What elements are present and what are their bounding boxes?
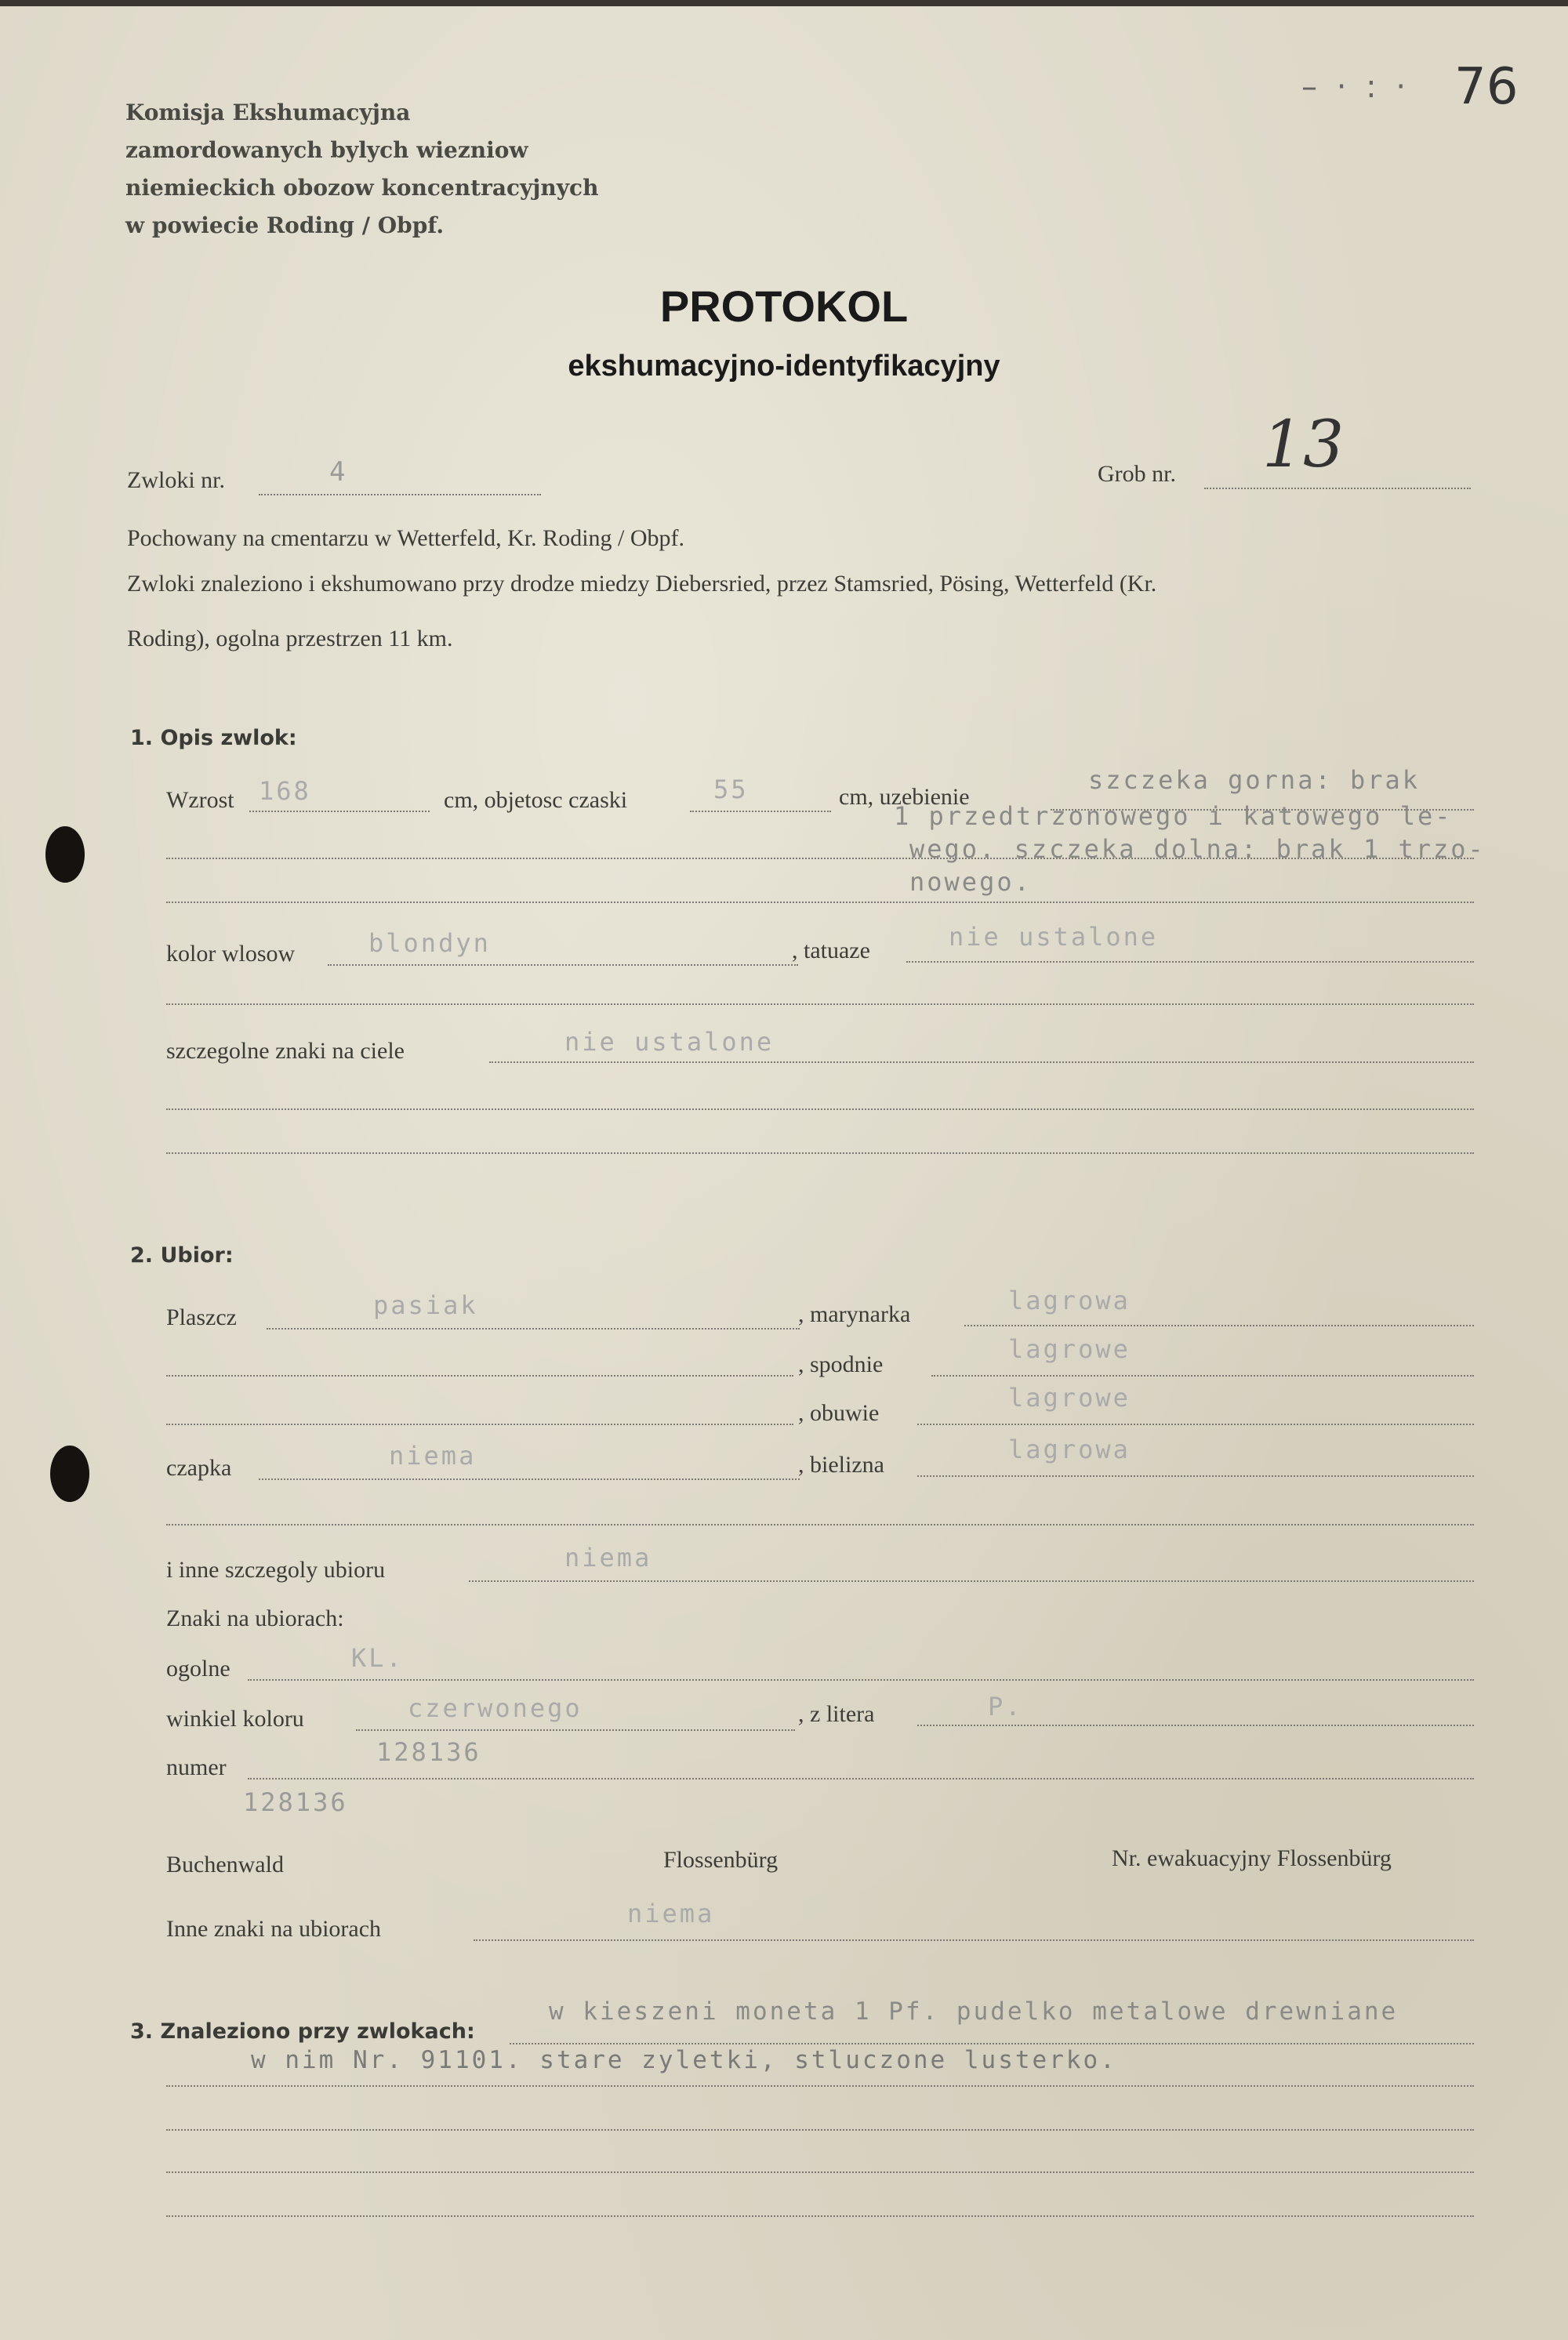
page-title: PROTOKOL — [659, 281, 909, 331]
znaki-value: nie ustalone — [564, 1027, 775, 1057]
spodnie-value: lagrowe — [1008, 1334, 1131, 1364]
znaki-ubior-label: Znaki na ubiorach: — [166, 1605, 344, 1631]
litera-label: , z litera — [798, 1701, 875, 1727]
winkiel-value: czerwonego — [408, 1693, 583, 1723]
numer-line — [248, 1778, 1474, 1779]
tatuaze-label: , tatuaze — [792, 938, 870, 963]
wlosy-label: kolor wlosow — [166, 941, 296, 967]
marynarka-line — [964, 1325, 1474, 1326]
ogolne-label: ogolne — [166, 1656, 230, 1682]
spodnie-line — [931, 1375, 1474, 1377]
znaki-label: szczegolne znaki na ciele — [166, 1038, 405, 1064]
grob-line — [1204, 488, 1471, 489]
bielizna-value: lagrowa — [1008, 1435, 1131, 1464]
winkiel-label: winkiel koloru — [166, 1706, 304, 1732]
inne-line — [469, 1580, 1474, 1582]
tatuaze-line — [906, 961, 1474, 963]
inne-znaki-label: Inne znaki na ubiorach — [166, 1916, 382, 1942]
org-line-3: niemieckich obozow koncentracyjnych — [125, 175, 599, 201]
page-subtitle: ekshumacyjno-identyfikacyjny — [568, 350, 1000, 383]
czaszka-label: cm, objetosc czaski — [444, 787, 628, 813]
intro-line-3: Roding), ogolna przestrzen 11 km. — [127, 626, 453, 651]
wzrost-label: Wzrost — [166, 787, 234, 813]
plaszcz-label: Plaszcz — [166, 1304, 237, 1330]
uzebienie-value-2: 1 przedtrzonowego i katowego le- — [894, 801, 1453, 831]
czapka-label: czapka — [166, 1455, 232, 1481]
czaszka-line — [690, 811, 831, 812]
inne-label: i inne szczegoly ubioru — [166, 1557, 386, 1583]
section-3-line-3 — [166, 2129, 1474, 2131]
page-marks: – · : · — [1301, 69, 1411, 105]
wlosy-line — [328, 964, 798, 966]
plaszcz-value: pasiak — [373, 1290, 478, 1320]
znaki-line — [489, 1061, 1474, 1063]
section-1-blank-line-2 — [166, 1108, 1474, 1110]
ewakuacyjny-label: Nr. ewakuacyjny Flossenbürg — [1112, 1845, 1392, 1871]
uzebienie-value-1: szczeka gorna: brak — [1088, 765, 1421, 795]
inne-znaki-value: niema — [627, 1899, 715, 1928]
section-3-line-5 — [166, 2215, 1474, 2217]
punch-hole-bottom — [50, 1446, 89, 1502]
obuwie-line — [917, 1424, 1474, 1425]
plaszcz-line — [267, 1328, 800, 1330]
grob-label: Grob nr. — [1098, 461, 1176, 487]
spodnie-left-line — [166, 1375, 793, 1377]
section-3-line-4 — [166, 2171, 1474, 2173]
grob-value: 13 — [1262, 408, 1345, 482]
bielizna-line — [917, 1475, 1474, 1477]
section-2-blank-line-1 — [166, 1524, 1474, 1526]
uzebienie-value-4: nowego. — [909, 867, 1032, 897]
czapka-line — [259, 1478, 800, 1480]
spodnie-label: , spodnie — [798, 1351, 884, 1377]
section-3-value-1: w kieszeni moneta 1 Pf. pudelko metalowe drewniane — [549, 1997, 1399, 2026]
zwloki-value: 4 — [329, 456, 346, 488]
buchenwald-label: Buchenwald — [166, 1852, 284, 1877]
numer-value: 128136 — [376, 1737, 481, 1767]
uzebienie-line-3 — [166, 902, 1474, 903]
inne-value: niema — [564, 1543, 652, 1573]
zwloki-label: Zwloki nr. — [127, 467, 225, 493]
uzebienie-label: cm, uzebienie — [839, 784, 970, 810]
section-1-blank-line-1 — [166, 1003, 1474, 1005]
bielizna-label: , bielizna — [798, 1452, 884, 1478]
section-1-heading: 1. Opis zwlok: — [130, 726, 297, 750]
marynarka-value: lagrowa — [1008, 1286, 1131, 1315]
tatuaze-value: nie ustalone — [949, 922, 1159, 952]
org-line-1: Komisja Ekshumacyjna — [125, 100, 411, 125]
wlosy-value: blondyn — [368, 928, 491, 958]
page-top-edge — [0, 0, 1568, 6]
section-1-blank-line-3 — [166, 1152, 1474, 1154]
zwloki-line — [259, 494, 541, 495]
obuwie-value: lagrowe — [1008, 1383, 1131, 1413]
winkiel-line — [356, 1729, 795, 1731]
section-3-line-1 — [510, 2043, 1474, 2044]
numer-label: numer — [166, 1754, 227, 1780]
ogolne-value: KL. — [351, 1643, 404, 1673]
litera-value: P. — [988, 1692, 1023, 1721]
ogolne-line — [248, 1679, 1474, 1681]
obuwie-left-line — [166, 1424, 793, 1425]
intro-line-1: Pochowany na cmentarzu w Wetterfeld, Kr. Roding / Obpf. — [127, 525, 685, 551]
punch-hole-top — [45, 826, 85, 883]
czaszka-value: 55 — [713, 775, 749, 804]
wzrost-line — [249, 811, 430, 812]
numer-value-2: 128136 — [243, 1787, 348, 1817]
section-2-heading: 2. Ubior: — [130, 1243, 234, 1268]
flossenburg-label: Flossenbürg — [663, 1847, 779, 1873]
org-line-2: zamordowanych bylych wiezniow — [125, 137, 528, 163]
section-3-value-2: w nim Nr. 91101. stare zyletki, stluczone lusterko. — [251, 2046, 1117, 2074]
obuwie-label: , obuwie — [798, 1400, 880, 1426]
page-number: 76 — [1454, 58, 1519, 116]
intro-line-2: Zwloki znaleziono i ekshumowano przy drodze miedzy Diebersried, przez Stamsried, Pösing, Wetterfeld (Kr. — [127, 571, 1157, 597]
wzrost-value: 168 — [259, 776, 311, 806]
section-3-line-2 — [166, 2085, 1474, 2087]
uzebienie-value-3: wego. szczeka dolna: brak 1 trzo- — [909, 834, 1486, 864]
litera-line — [917, 1725, 1474, 1726]
section-3-heading: 3. Znaleziono przy zwlokach: — [130, 2019, 475, 2044]
czapka-value: niema — [389, 1441, 477, 1471]
org-line-4: w powiecie Roding / Obpf. — [125, 212, 445, 238]
marynarka-label: , marynarka — [798, 1301, 911, 1327]
inne-znaki-line — [474, 1939, 1474, 1941]
